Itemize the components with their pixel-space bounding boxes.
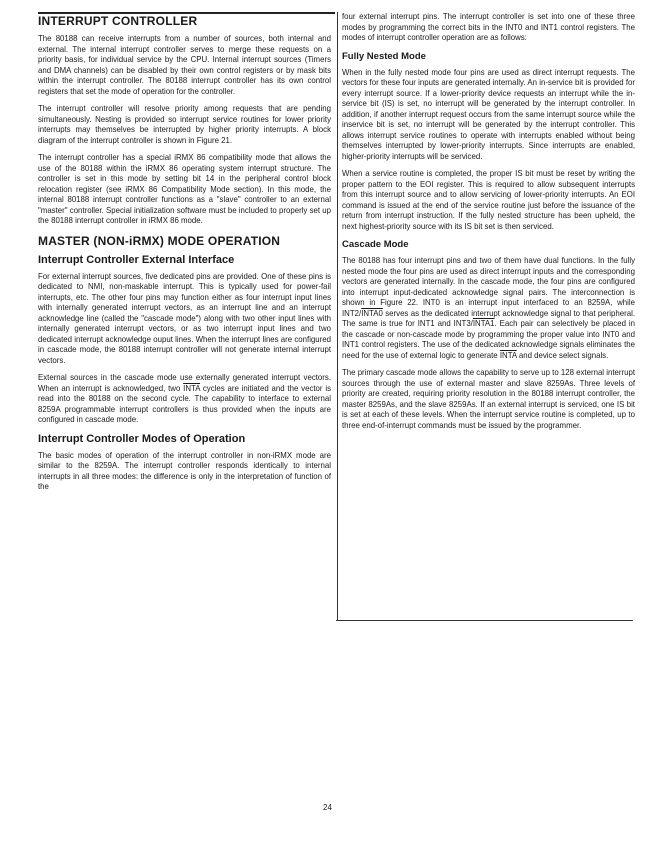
paragraph: The primary cascade mode allows the capability to serve up to 128 external interrupt sources through the use of external master and slave 8259As. Three levels of priority are created, requiring priority resolution in the 80188 interrupt controller, the master 8259As, and the slave 8259As. If an external interrupt is serviced, one IS bit is set at each of these levels. When the interrupt service routine is completed, up to three end-of-interrupt commands must be issued by the programmer. [342,368,635,430]
page-number: 24 [323,803,332,812]
paragraph: The basic modes of operation of the interrupt controller in non-iRMX mode are similar to the 8259A. The interrupt controller responds identically to internal interrupts in all three modes: the difference is only in the interpretation of function of the [38,450,331,491]
section-heading-interrupt-controller: INTERRUPT CONTROLLER [38,14,198,28]
text-run: The 80188 has four interrupt pins and two of them have dual functions. In the fully nested mode the four pins are used as direct interrupt inputs and the corresponding vectors are generated internally. In the cascade mode, the four pins are configured into interrupt input-dedicated acknowledge signal pairs. The interconnection is shown in Figure 22. INT0 is an interrupt input interfaced to an 8259A, while INT2/ [342,256,635,318]
subheading-external-interface: Interrupt Controller External Interface [38,253,235,266]
paragraph: The interrupt controller will resolve priority among requests that are pending simultaneously. Nesting is provided so interrupt service routines for lower priority interrupts may themselves be interrupted by higher priority interrupts. A block diagram of the interrupt controller is shown in Figure 21. [38,104,331,145]
text-run: . Each pair can selectively be placed in the cascade or non-cascade mode by programming the proper value into INT0 and INT1 control registers. The use of the dedicated acknowledge signals eliminates the need for the use of external logic to generate [342,319,635,360]
inta-signal: INTA [183,383,201,393]
inta1-signal: INTA1 [472,319,495,328]
paragraph: For external interrupt sources, five dedicated pins are provided. One of these pins is dedicated to NMI, non-maskable interrupt. This is typically used for power-fail interrupts, etc. The other four pins may function either as four interrupt input lines with internally generated interrupt vectors, as an interrupt line and an interrupt acknowledge line (called the "cascade mode") along with two other input lines with internally generated interrupt vectors, or as two interrupt input lines and two dedicated interrupt acknowledge ouput lines. When the interrupt lines are configured in cascade mode, the 80188 interrupt controller will not generate internal interrupt vectors. [38,271,331,365]
text-run: and device select signals. [516,350,609,360]
paragraph: When a service routine is completed, the proper IS bit must be reset by writing the proper pattern to the EOI register. This is required to allow subsequent interrupts from this interrupt source and to allow servicing of lower-priority interrupts. An EOI command is issued at the end of the service routine just before the issuance of the return from interrupt instruction. If the fully nested structure has been upheld, the next highest-priority source with its IS bit set is then serviced. [342,169,635,231]
paragraph: four external interrupt pins. The interrupt controller is set into one of these three modes by programming the correct bits in the INT0 and INT1 control registers. The modes of interrupt controller operation are as follows: [342,12,635,42]
paragraph: The interrupt controller has a special iRMX 86 compatibility mode that allows the use of the 80188 within the iRMX 86 operating system interrupt structure. The controller is set in this mode by setting bit 14 in the peripheral control block relocation register (see iRMX 86 Compatibility Mode section). In this mode, the internal 80188 interrupt controller functions as a "slave" controller to an external "master" controller. Special initialization software must be included to properly set up the 80188 interrupt controller in iRMX 86 mode. [38,153,331,225]
right-column [336,12,635,620]
paragraph [38,373,331,426]
bottom-rule [336,620,633,621]
paragraph [342,256,635,361]
paragraph: When in the fully nested mode four pins are used as direct interrupt requests. The vectors for these four inputs are generated internally. An in-service bit is provided for every interrupt source. If a lower-priority device requests an interrupt while the in-service bit (IS) is set, no interrupt will be generated by the interrupt controller. In addition, if another interrupt request occurs from the same interrupt source while the inservice bit is set, no interrupt will be generated by the interrupt controller. This allows interrupt service routines to operate with interrupts enabled without being themselves interrupted by lower-priority interrupts. Since interrupts are enabled, higher-priority interrupts will be serviced. [342,67,635,161]
subheading-fully-nested-mode: Fully Nested Mode [342,50,426,62]
inta0-signal: INTA0 [361,308,383,318]
subheading-cascade-mode: Cascade Mode [342,239,409,250]
text-run: External sources in the cascade mode use externally generated interrupt vectors. When an interrupt is acknowledged, two [38,373,331,393]
subheading-modes-of-operation: Interrupt Controller Modes of Operation [38,432,246,445]
left-column [38,12,338,620]
paragraph: The 80188 can receive interrupts from a number of sources, both internal and external. The internal interrupt controller serves to merge these requests on a priority basis, for individual service by the CPU. Internal interrupt sources (Timers and DMA channels) can be disabled by their own control registers or by mask bits within the interrupt controller. The 80188 interrupt controller has its own control registers that set the mode of operation for the controller. [38,34,331,96]
text-run: serves as the dedicated interrupt acknowledge signal to that peripheral. The same is true for INT1 and INT3/ [342,308,635,328]
text-run: cycles are initiated and the vector is read into the 80188 on the second cycle. The capability to interface to external 8259A programmable interrupt controllers is thus provided when the inputs are configured in cascade mode. [38,383,332,424]
inta-signal: INTA [499,350,517,360]
section-heading-master-mode: MASTER (NON-iRMX) MODE OPERATION [38,233,281,248]
